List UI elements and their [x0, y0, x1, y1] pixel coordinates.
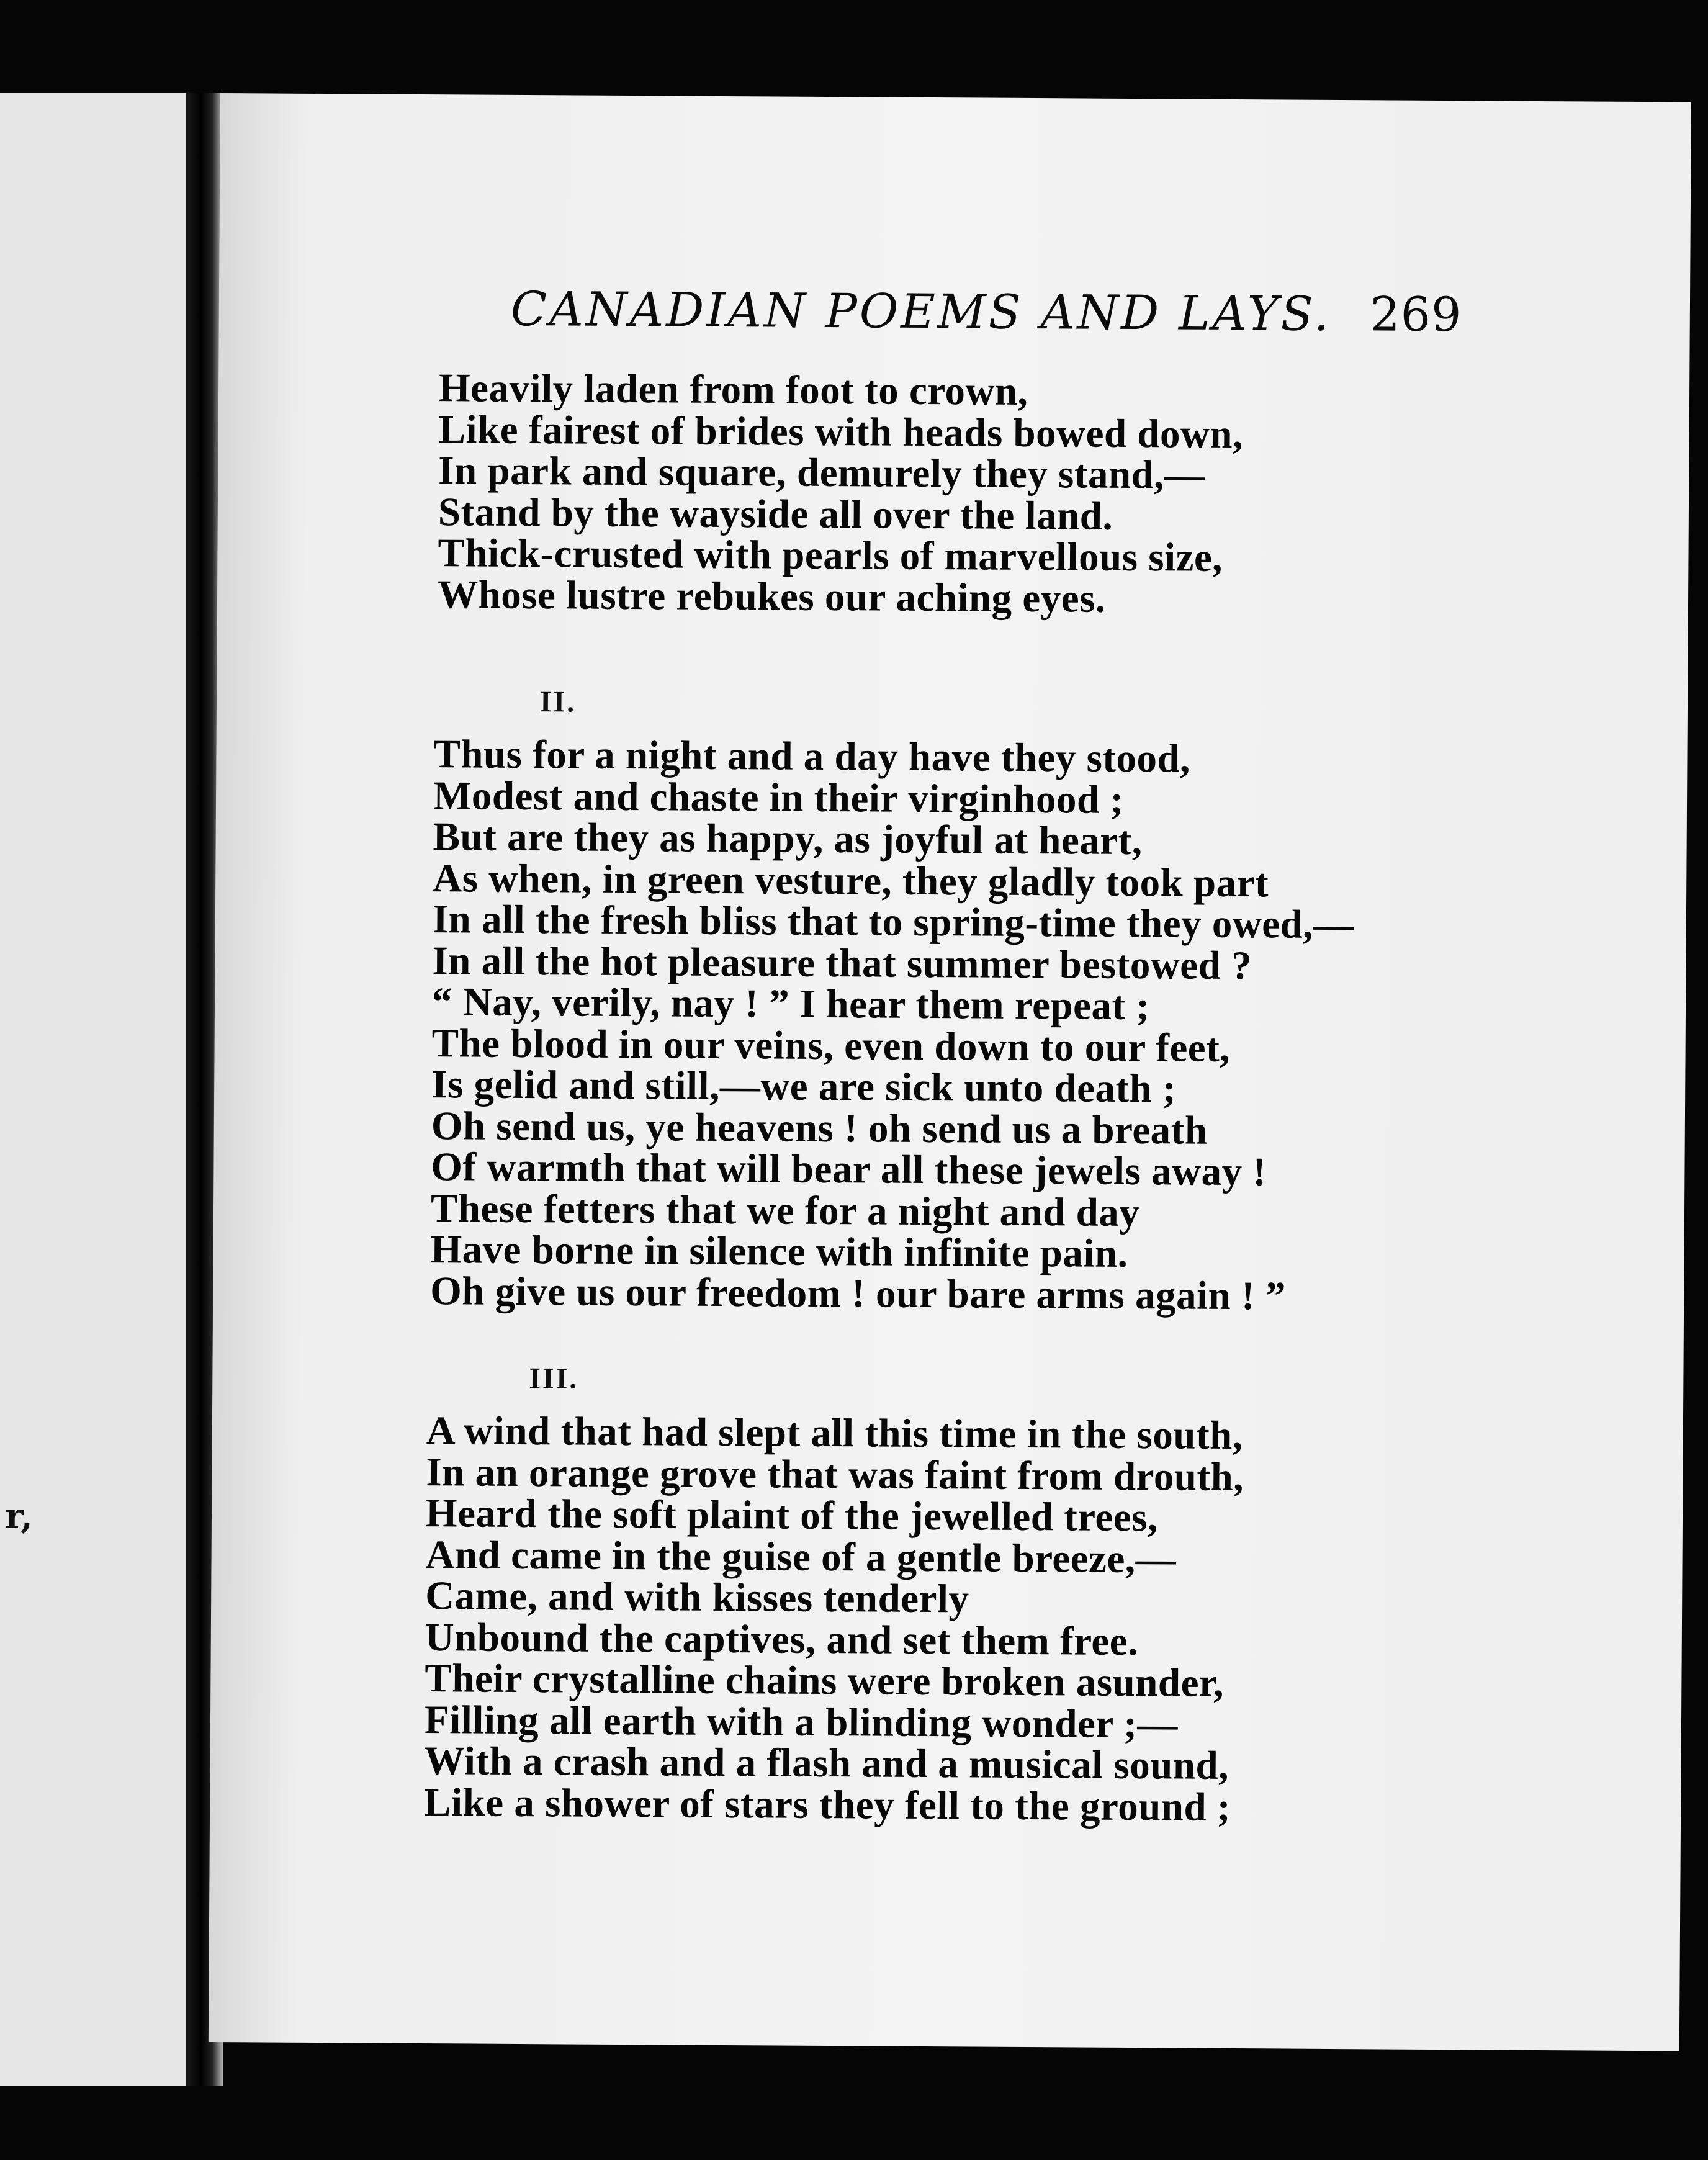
- verse-line: Their crystalline chains were broken asunder,: [425, 1656, 1225, 1706]
- section-heading-2: II.: [539, 685, 577, 719]
- verse-line: In an orange grove that was faint from drouth,: [426, 1449, 1244, 1500]
- verse-line: A wind that had slept all this time in the south,: [426, 1408, 1243, 1459]
- verse-line: Like fairest of brides with heads bowed down,: [438, 407, 1244, 457]
- left-page-fragment: r,: [5, 1496, 33, 1537]
- left-page-edge: [0, 93, 186, 2086]
- verse-line: In all the hot pleasure that summer bestowed ?: [432, 938, 1252, 988]
- verse-line: Modest and chaste in their virginhood ;: [433, 773, 1124, 822]
- verse-line: Whose lustre rebukes our aching eyes.: [437, 572, 1106, 621]
- verse-line: As when, in green vesture, they gladly took part: [433, 855, 1269, 906]
- verse-line: Unbound the captives, and set them free.: [425, 1614, 1139, 1664]
- verse-line: Filling all earth with a blinding wonder ;—: [424, 1697, 1179, 1747]
- right-page: [209, 93, 1691, 2051]
- verse-line: Have borne in silence with infinite pain.: [430, 1227, 1128, 1276]
- stanza-2: [430, 734, 1355, 1317]
- verse-line: These fetters that we for a night and day: [430, 1186, 1140, 1235]
- verse-line: Heavily laden from foot to crown,: [438, 366, 1028, 414]
- verse-line: In park and square, demurely they stand,—: [438, 448, 1205, 498]
- verse-line: Of warmth that will bear all these jewels away !: [431, 1145, 1267, 1195]
- verse-line: And came in the guise of a gentle breeze,—: [425, 1532, 1177, 1582]
- verse-line: Heard the soft plaint of the jewelled trees,: [425, 1491, 1158, 1541]
- verse-line: With a crash and a flash and a musical sound,: [424, 1739, 1229, 1788]
- verse-line: Stand by the wayside all over the land.: [438, 489, 1113, 539]
- verse-line: In all the fresh bliss that to spring-time they owed,—: [432, 897, 1354, 948]
- verse-line: Is gelid and still,—we are sick unto death ;: [431, 1062, 1177, 1112]
- stanza-3: [424, 1410, 1244, 1828]
- running-title: CANADIAN POEMS AND LAYS.: [510, 281, 1332, 341]
- page-number: 269: [1370, 286, 1462, 343]
- verse-line: Oh send us, ye heavens ! oh send us a breath: [431, 1103, 1208, 1153]
- stanza-1: [438, 367, 1244, 620]
- verse-line: The blood in our veins, even down to our feet,: [431, 1020, 1231, 1071]
- verse-line: “ Nay, verily, nay ! ” I hear them repeat ;: [431, 979, 1150, 1029]
- section-heading-3: III.: [529, 1362, 579, 1395]
- verse-line: Oh give us our freedom ! our bare arms again ! ”: [429, 1268, 1287, 1319]
- verse-line: But are they as happy, as joyful at heart,: [433, 814, 1143, 864]
- verse-line: Came, and with kisses tenderly: [425, 1573, 969, 1622]
- running-head: [511, 281, 1629, 343]
- verse-line: Thick-crusted with pearls of marvellous size,: [438, 531, 1223, 580]
- verse-line: Like a shower of stars they fell to the ground ;: [423, 1780, 1231, 1830]
- verse-line: Thus for a night and a day have they stood,: [433, 732, 1191, 781]
